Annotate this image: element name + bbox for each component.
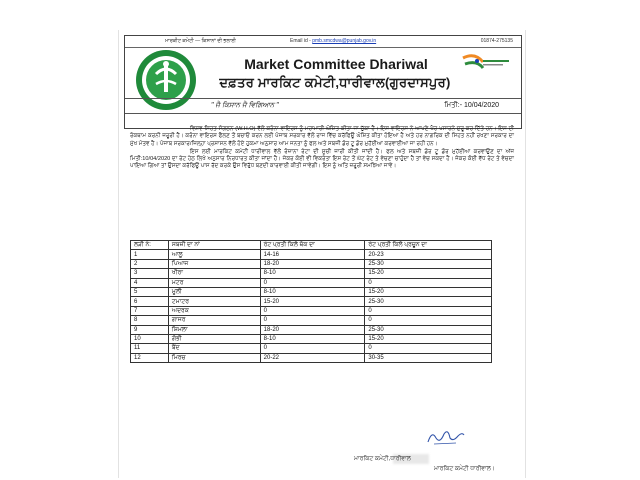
table-row (131, 334, 492, 343)
cell-vegetable: ਬੈਂਦ (168, 344, 260, 353)
cell-serial: 12 (131, 353, 169, 362)
cell-wholesale: 18-20 (260, 325, 365, 334)
cell-serial: 1 (131, 250, 169, 259)
cell-retail: 15-20 (365, 334, 492, 343)
cell-vegetable: ਟਮਾਟਰ (168, 297, 260, 306)
slogan-date-bar (125, 98, 521, 114)
table-row (131, 325, 492, 334)
signatory-office-left: ਮਾਰਕਿਟ ਕਮੇਟੀ,ਧਾਰੀਵਾਲ (354, 456, 411, 462)
cell-retail: 0 (365, 344, 492, 353)
cell-retail: 0 (365, 278, 492, 287)
cell-retail: 25-30 (365, 325, 492, 334)
cell-retail: 30-35 (365, 353, 492, 362)
cell-serial: 9 (131, 325, 169, 334)
cell-serial: 5 (131, 287, 169, 296)
cell-serial: 3 (131, 269, 169, 278)
cell-retail: 15-20 (365, 269, 492, 278)
cell-vegetable: ਪਿਆਜ (168, 259, 260, 268)
cell-serial: 8 (131, 316, 169, 325)
cell-serial: 10 (131, 334, 169, 343)
notice-body (130, 126, 514, 172)
cell-serial: 2 (131, 259, 169, 268)
cell-wholesale: 0 (260, 278, 365, 287)
cell-serial: 7 (131, 306, 169, 315)
notice-paragraph-2: ਇਸ ਲਈ ਮਾਰਕਿਟ ਕਮੇਟੀ ਧਾਰੀਵਾਲ ਵੱਲੋਂ ਰੋਜ਼ਾਨਾ ਰੇਟਾ ਦੀ ਸੂਚੀ ਜਾਰੀ ਕੀਤੀ ਜਾਂਦੀ ਹੈ। ਫਲ ਅਤੇ ਸਬਜ਼ੀ ਡੋਰ ਟੂ ਡੋਰ ਮੁਹੱਈਆ ਕਰਵਾਉਣ ਦਾ ਅੱਜ ਮਿਤੀ:10/04/2020 ਦਾ ਰੇਟ ਹੇਠ ਲਿਖੇ ਅਨੁਸਾਰ ਨਿਰਧਾਰਤ ਕੀਤਾ ਜਾਂਦਾ ਹੈ। ਜੇਕਰ ਕੋਈ ਵੀ ਵਿਕਰੇਤਾ ਇਸ ਰੇਟ ਤੋਂ ਘੱਟ ਰੇਟ ਤੇ ਵੇਚਣਾ ਚਾਹੁੰਦਾ ਹੈ ਤਾਂ ਵੇਚ ਸਕਦਾ ਹੈ। ਜੇਕਰ ਕੋਈ ਵੱਧ ਰੇਟ ਤੇ ਵੇਚਦਾ ਪਾਇਆ ਗਿਆ ਤਾਂ ਉਸਦਾ ਕਰੱਫਿਊ ਪਾਸ ਰੱਦ ਕਰਕੇ ਉਸ ਵਿਰੁੱਧ ਬਣਦੀ ਕਾਰਵਾਈ ਕੀਤੀ ਜਾਵੇਗੀ। ਇਸ ਨੂੰ ਅਤਿ ਜ਼ਰੂਰੀ ਸਮਝਿਆ ਜਾਵੇ। (130, 148, 514, 170)
email-line (290, 36, 376, 47)
email-label: Email id - (290, 38, 311, 44)
handwritten-signature (426, 426, 466, 446)
cell-wholesale: 0 (260, 316, 365, 325)
cell-serial: 11 (131, 344, 169, 353)
table-row (131, 287, 492, 296)
table-row (131, 297, 492, 306)
cell-vegetable: ਮਿਰਚ (168, 353, 260, 362)
committee-title-english: Market Committee Dhariwal (244, 56, 428, 72)
cell-wholesale: 8-10 (260, 269, 365, 278)
cell-wholesale: 18-20 (260, 259, 365, 268)
letterhead (124, 35, 522, 129)
cell-retail: 20-23 (365, 250, 492, 259)
header-wholesale-rate: ਰੇਟ ਪ੍ਰਤੀ ਕਿਲੋ ਥੋਕ ਦਾ (260, 241, 365, 250)
signatory-office-right: ਮਾਰਕਿਟ ਕਮੇਟੀ ਧਾਰੀਵਾਲ। (434, 466, 495, 472)
table-row (131, 344, 492, 353)
cell-vegetable: ਖੀਰਾ (168, 269, 260, 278)
letterhead-tagline: ਮਾਰਕੀਟ ਕਮੇਟੀ — ਕਿਸਾਨਾਂ ਦੀ ਭਲਾਈ (165, 38, 236, 44)
cell-wholesale: 0 (260, 344, 365, 353)
cell-wholesale: 8-10 (260, 287, 365, 296)
cell-vegetable: ਅਦਰਕ (168, 306, 260, 315)
cell-serial: 4 (131, 278, 169, 287)
table-row (131, 259, 492, 268)
cell-retail: 25-30 (365, 259, 492, 268)
cell-vegetable: ਗਾਜਰ (168, 316, 260, 325)
vegetable-rates-table (130, 240, 492, 363)
cell-wholesale: 8-10 (260, 334, 365, 343)
phone-number: 01874-275135 (480, 38, 513, 44)
cell-wholesale: 14-16 (260, 250, 365, 259)
cell-vegetable: ਮੂਲੀ (168, 287, 260, 296)
table-header-row (131, 241, 492, 250)
cell-vegetable: ਸ਼ਿਮਲਾ (168, 325, 260, 334)
table-row (131, 278, 492, 287)
table-row (131, 269, 492, 278)
notice-paragraph-1: ਵਿਸ਼ਵ ਸਿਹਤ ਸੰਗਠਨ (W.H.O) ਵੱਲੋਂ ਕਰੋਨਾ ਵਾਇਰਸ ਨੂੰ ਮਹਾਮਾਰੀ ਘੋਸ਼ਿਤ ਕੀਤਾ ਜਾ ਚੁੱਕਾ ਹੈ। ਇਸ ਵਾਇਰਸ ਨੇ ਆਪਣੇ ਪੈਰ ਪਸਾਰਨੇ ਸ਼ੁਰੂ ਕਰ ਦਿੱਤੇ ਹਨ। ਇਸ ਦੀ ਰੋਕਥਾਮ ਕਰਨੀ ਜਰੂਰੀ ਹੈ। ਕਰੋਨਾ ਵਾਇਰਸ ਫੈਲਣ ਤੋਂ ਬਚਾਓ ਕਰਨ ਲਈ ਪੰਜਾਬ ਸਰਕਾਰ ਵੱਲੋਂ ਰਾਜ ਵਿੱਚ ਕਰੱਫਿਊ ਘੋਸ਼ਿਤ ਕੀਤਾ ਹੋਇਆ ਹੈ ਅਤੇ ਹਰ ਨਾਗਰਿਕ ਦੀ ਸਿਹਤ ਨਹੀਂ ਰਖਣਾ ਸਰਕਾਰ ਦਾ ਮੁੱਖ ਮੰਤਵ ਹੈ। ਪੰਜਾਬ ਸਰਕਾਰ/ਜਿਲ੍ਹਾ ਪ੍ਰਸਾਸਨ ਵੱਲੋਂ ਹੋਏ ਹੁਕਮਾ ਅਨੁਸਾਰ ਆਮ ਜਨਤਾ ਨੂੰ ਫਲ ਅਤੇ ਸਬਜੀ ਡੋਰ ਟੂ ਡੋਰ ਮੁਹੱਈਆ ਕਰਵਾਈਆ ਜਾ ਰਹੀ ਹਨ। (130, 126, 514, 147)
header-retail-rate: ਰੇਟ ਪ੍ਰਤੀ ਕਿਲੋ ਪ੍ਰਚੂਨ ਦਾ (365, 241, 492, 250)
cell-vegetable: ਮਟਰ (168, 278, 260, 287)
document-date: ਮਿਤੀ:- 10/04/2020 (444, 102, 499, 109)
email-link[interactable]: pmb.smcdwa@punjab.gov.in (312, 38, 377, 44)
table-row (131, 353, 492, 362)
cell-retail: 25-30 (365, 297, 492, 306)
cell-retail: 0 (365, 306, 492, 315)
cell-wholesale: 15-20 (260, 297, 365, 306)
header-serial-no: ਲੜੀ ਨੰ: (131, 241, 169, 250)
cell-serial: 6 (131, 297, 169, 306)
table-row (131, 306, 492, 315)
table-row (131, 316, 492, 325)
cell-vegetable: ਗੋਭੀ (168, 334, 260, 343)
cell-retail: 15-20 (365, 287, 492, 296)
cell-wholesale: 0 (260, 306, 365, 315)
cell-vegetable: ਆਲੂ (168, 250, 260, 259)
cell-wholesale: 20-22 (260, 353, 365, 362)
slogan: " ਜੈ ਕਿਸਾਨ ਜੈ ਵਿਗਿਆਨ " (211, 102, 279, 109)
committee-title-punjabi: ਦਫ਼ਤਰ ਮਾਰਕਿਟ ਕਮੇਟੀ,ਧਾਰੀਵਾਲ(ਗੁਰਦਾਸਪੁਰ) (219, 75, 451, 90)
header-vegetable-name: ਸਬਜ਼ੀ ਦਾ ਨਾਂ (168, 241, 260, 250)
table-row (131, 250, 492, 259)
cell-retail: 0 (365, 316, 492, 325)
